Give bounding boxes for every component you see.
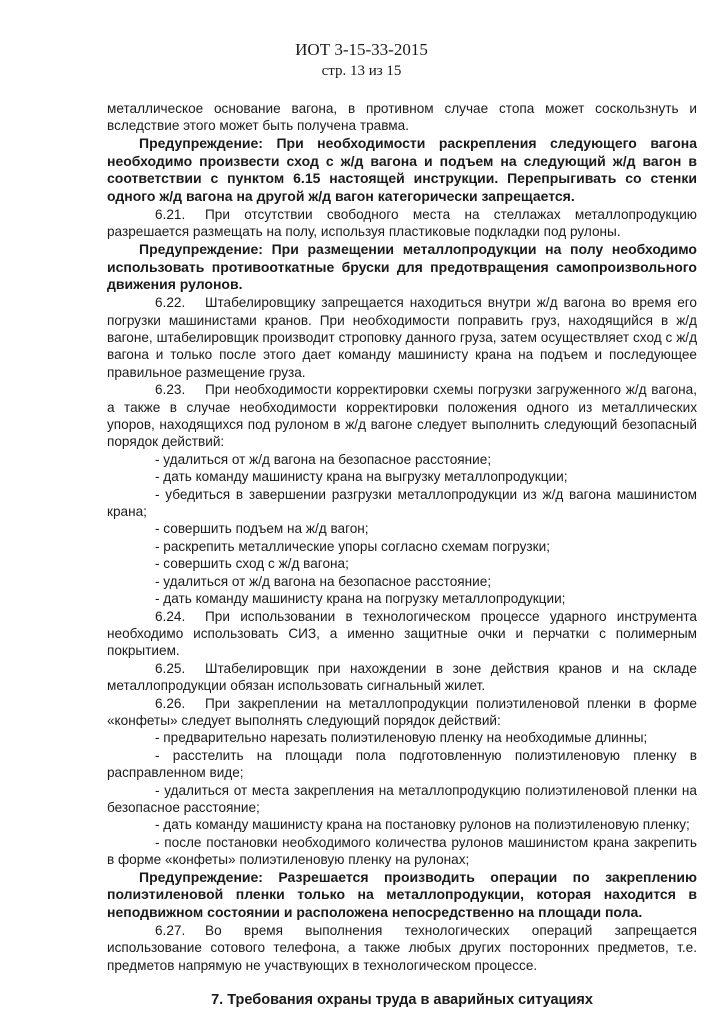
clause-number: 6.23. bbox=[155, 382, 186, 398]
paragraph-continuation: металлическое основание вагона, в противном случае стопа может соскользнуть и вследствие этого может быть получена травма. bbox=[107, 101, 697, 134]
list-item: - предварительно нарезать полиэтиленовую пленку на необходимые длинны; bbox=[155, 730, 648, 746]
clause-number: 6.22. bbox=[155, 295, 186, 311]
document-body bbox=[107, 100, 697, 1010]
clause-text: Штабелировщику запрещается находиться внутри ж/д вагона во время его погрузки машинистами кранов. При необходимости поправить груз, находящийся в ж/д вагоне, штабелировщик производит строповку данного груза, затем осуществляет сход с ж/д вагона и только после этого дает команду машинисту крана на подъем и последующее правильное размещение груза. bbox=[107, 295, 697, 380]
list-item: - после постановки необходимого количества рулонов машинистом крана закрепить в форме «конфеты» полиэтиленовую пленку на рулонах; bbox=[107, 834, 697, 868]
clause-text: При необходимости корректировки схемы погрузки загруженного ж/д вагона, а также в случае необходимости корректировки положения одного из металлических упоров, находящихся под рулоном в ж/д вагоне следует выполнить следующий безопасный порядок действий: bbox=[107, 382, 697, 450]
list-item: - дать команду машинисту крана на погрузку металлопродукции; bbox=[155, 591, 566, 607]
clause-number: 6.26. bbox=[155, 695, 186, 711]
list-item: - убедиться в завершении разгрузки металлопродукции из ж/д вагона машинистом крана; bbox=[107, 486, 697, 520]
clause-number: 6.21. bbox=[155, 207, 186, 222]
clause-text: Штабелировщик при нахождении в зоне действия кранов и на складе металлопродукции обязан использовать сигнальный жилет. bbox=[107, 660, 697, 694]
section-heading: 7. Требования охраны труда в аварийных ситуациях bbox=[211, 992, 593, 1009]
list-item: - удалиться от ж/д вагона на безопасное расстояние; bbox=[155, 573, 492, 589]
document-code: ИОТ 3-15-33-2015 bbox=[295, 40, 428, 59]
clause-number: 6.27. bbox=[155, 923, 186, 938]
list-item: - дать команду машинисту крана на постановку рулонов на полиэтиленовую пленку; bbox=[155, 817, 690, 833]
clause-number: 6.24. bbox=[155, 608, 186, 624]
clause-6-27 bbox=[107, 922, 697, 974]
list-item: - раскрепить металлические упоры согласно схемам погрузки; bbox=[155, 538, 550, 554]
warning-paragraph-3: Предупреждение: Разрешается производить операции по закреплению полиэтиленовой пленки только на металлопродукции, которая находится в неподвижном состоянии и расположена непосредственно на площади пола. bbox=[107, 868, 697, 921]
warning-paragraph-1: Предупреждение: При необходимости раскрепления следующего вагона необходимо произвести сход с ж/д вагона и подъем на следующий ж/д вагон в соответствии с пунктом 6.15 настоящей инструкции. Перепрыгивать со стенки одного ж/д вагона на другой ж/д вагон категорически запрещается. bbox=[107, 134, 697, 205]
clause-text: При закреплении на металлопродукции полиэтиленовой пленки в форме «конфеты» следует выполнять следующий порядок действий: bbox=[107, 695, 697, 728]
list-item: - расстелить на площади пола подготовленную полиэтиленовую пленку в расправленном виде; bbox=[107, 747, 697, 781]
list-item: - совершить сход с ж/д вагона; bbox=[155, 556, 349, 572]
clause-6-25 bbox=[107, 660, 697, 695]
clause-6-24 bbox=[107, 608, 697, 660]
clause-6-22 bbox=[107, 294, 697, 381]
clause-6-23 bbox=[107, 381, 697, 451]
list-item: - дать команду машинисту крана на выгрузку металлопродукции; bbox=[155, 469, 568, 485]
clause-6-21 bbox=[107, 206, 697, 241]
warning-paragraph-2: Предупреждение: При размещении металлопродукции на полу необходимо использовать противооткатные бруски для предотвращения самопроизвольного движения рулонов. bbox=[107, 240, 697, 293]
clause-number: 6.25. bbox=[155, 660, 186, 676]
clause-6-26 bbox=[107, 695, 697, 730]
clause-text: Во время выполнения технологических операций запрещается использование сотового телефона, а также любых других посторонних предметов, т.е. предметов напрямую не участвующих в технологическом процессе. bbox=[107, 923, 697, 973]
list-item: - удалиться от ж/д вагона на безопасное расстояние; bbox=[155, 451, 492, 467]
clause-text: При отсутствии свободного места на стеллажах металлопродукцию разрешается размещать на полу, используя пластиковые подкладки под рулоны. bbox=[107, 207, 697, 240]
list-item: - совершить подъем на ж/д вагон; bbox=[155, 521, 369, 537]
page-number: стр. 13 из 15 bbox=[321, 63, 402, 79]
clause-text: При использовании в технологическом процессе ударного инструмента необходимо использовать СИЗ, а именно защитные очки и перчатки с полимерным покрытием. bbox=[107, 608, 697, 659]
list-item: - удалиться от места закрепления на металлопродукцию полиэтиленовой пленки на безопасное расстояние; bbox=[107, 782, 697, 815]
